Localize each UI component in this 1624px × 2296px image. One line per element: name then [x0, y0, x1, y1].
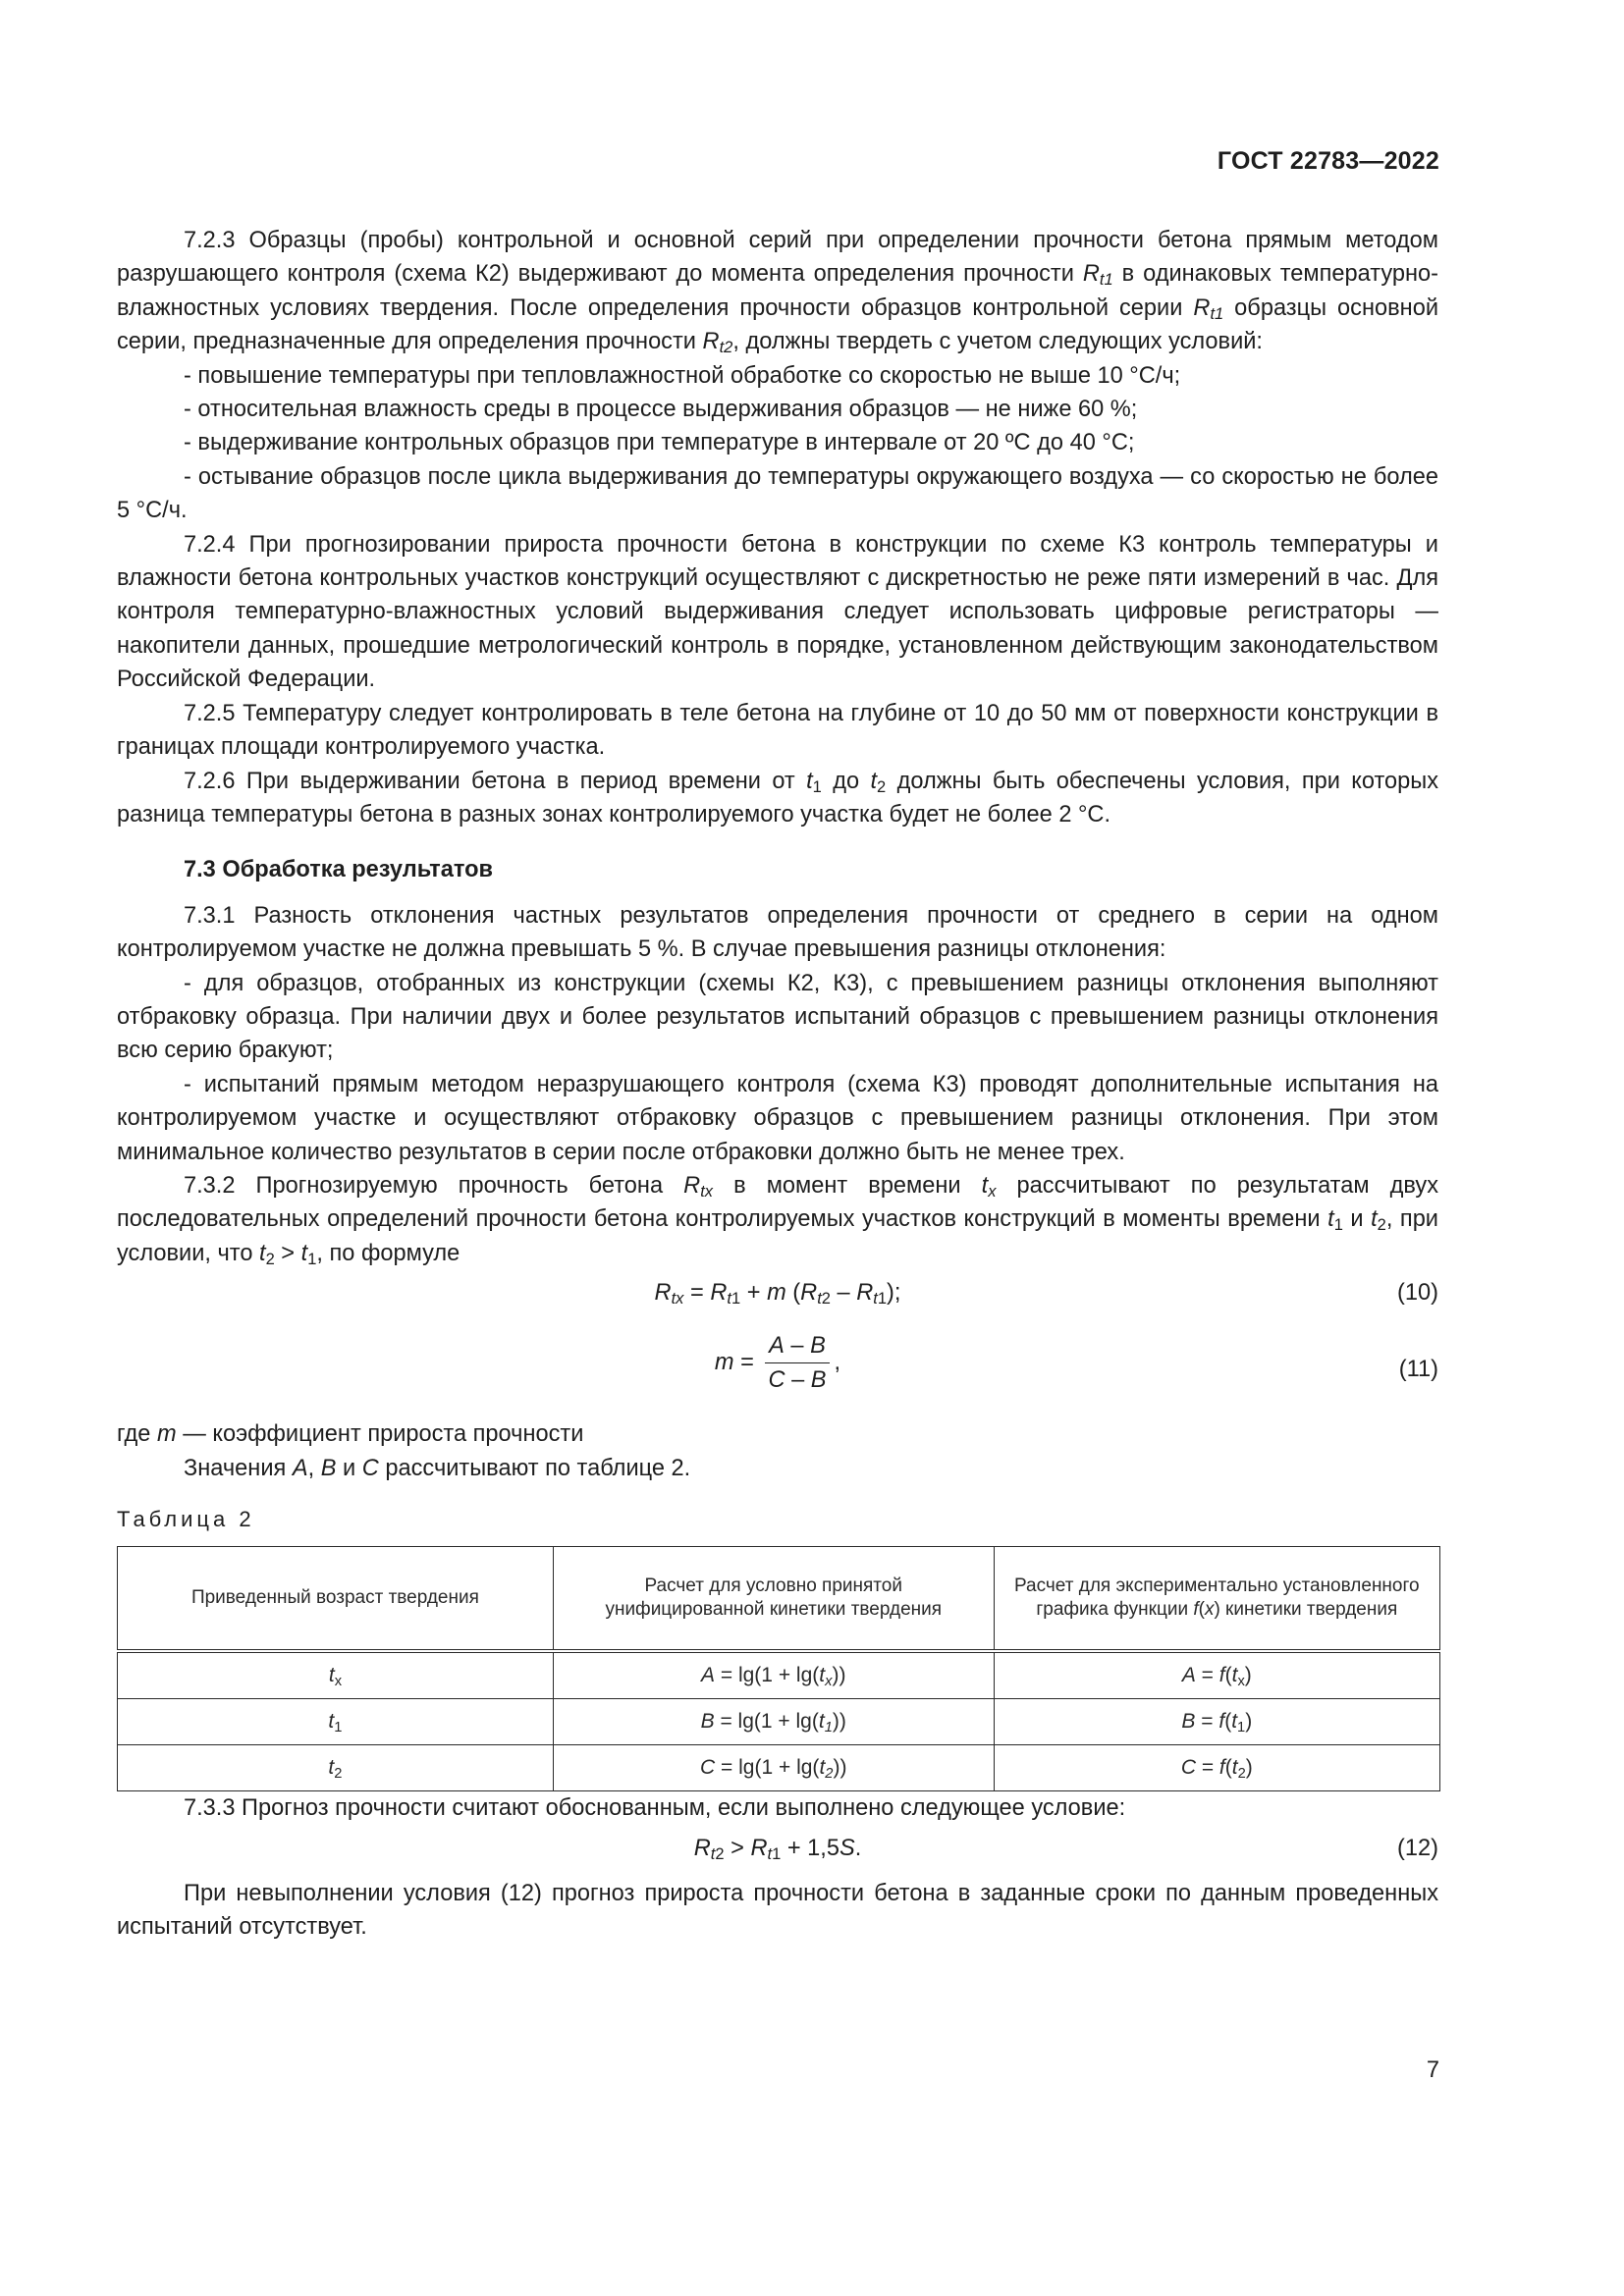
formula-number: (10) — [1397, 1280, 1438, 1307]
table-row — [118, 1745, 1440, 1791]
paragraph-final: При невыполнении условия (12) прогноз прироста прочности бетона в заданные сроки по данным проведенных испытаний отсутствует. — [117, 1880, 1438, 1941]
paragraph-7-3-3: 7.3.3 Прогноз прочности считают обоснованным, если выполнено следующее условие: — [184, 1795, 1126, 1822]
formula-11 — [117, 1329, 1438, 1412]
formula-12 — [117, 1832, 1438, 1871]
formula-10-expression: $R_{tx} = R_{t1} + m$ $(R_{t2} - R_{t1})$; — [654, 1280, 901, 1308]
list-item: - выдерживание контрольных образцов при температуре в интервале от 20 ºС до 40 °С; — [184, 430, 1135, 456]
formula-number: (11) — [1398, 1357, 1438, 1383]
list-item: - относительная влажность среды в процессе выдерживания образцов — не ниже 60 %; — [184, 397, 1138, 423]
paragraph-7-2-3: 7.2.3 Образцы (пробы) контрольной и основной серий при определении прочности бетона прямым методом разрушающего контроля (схема К2) выдерживают до момента определения прочности $R_{t1}$ в одинаковых температурно-влажностных условиях твердения. После определения прочности образцов контрольной серии $R_{t1}$ образцы основной серии, предназначенные для определения прочности $R_{t2}$, должны твердеть с учетом следующих условий: — [117, 228, 1438, 357]
table-2 — [117, 1546, 1440, 1791]
table-header-cell: Расчет для экспериментально установленного графика функции f(x) кинетики твердения — [994, 1547, 1439, 1652]
table-cell: $B = \lg(1 + \lg(t_1))$ — [553, 1699, 994, 1745]
paragraph-7-2-4: 7.2.4 При прогнозировании прироста прочности бетона в конструкции по схеме К3 контроль температуры и влажности бетона контрольных участков конструкций осуществляют с дискретностью не реже пяти измерений в час. Для контроля температурно-влажностных условий выдерживания следует использовать цифровые регистраторы — накопители данных, прошедшие метрологический контроль в порядке, установленном действующим законодательством Российской Федерации. — [117, 531, 1438, 693]
page-number: 7 — [1426, 2057, 1439, 2083]
formula-11-expression: m = $\frac{A - B}{C - B}$ , — [117, 1329, 1438, 1397]
table-header-cell: Расчет для условно принятой унифицированной кинетики твердения — [553, 1547, 994, 1652]
list-item: - повышение температуры при тепловлажностной обработке со скоростью не выше 10 °С/ч; — [184, 362, 1181, 389]
section-heading-7-3: 7.3 Обработка результатов — [184, 857, 493, 883]
formula-number: (12) — [1397, 1835, 1438, 1861]
table-cell: $A = \lg(1 + \lg(t_x))$ — [553, 1651, 994, 1699]
table-cell: $C = \lg(1 + \lg(t_2))$ — [553, 1745, 994, 1791]
where-clause: где m — коэффициент прироста прочности — [117, 1421, 584, 1448]
page-content — [117, 224, 1438, 1945]
list-item: - остывание образцов после цикла выдерживания до температуры окружающего воздуха — со скоростью не более 5 °С/ч. — [117, 463, 1438, 524]
table-header-cell: Приведенный возраст твердения — [118, 1547, 554, 1652]
list-item: - для образцов, отобранных из конструкции (схемы К2, К3), с превышением разницы отклонения выполняют отбраковку образца. При наличии двух и более результатов испытаний образцов с превышением разницы отклонения всю серию бракуют; — [117, 970, 1438, 1064]
document-header: ГОСТ 22783—2022 — [1217, 147, 1439, 175]
table-cell: $t_x$ — [118, 1651, 554, 1699]
table-cell: $A = f(t_x)$ — [994, 1651, 1439, 1699]
table-cell: $C = f(t_2)$ — [994, 1745, 1439, 1791]
formula-10 — [117, 1276, 1438, 1315]
paragraph-7-2-6: 7.2.6 При выдерживании бетона в период времени от $t_1$ до $t_2$ должны быть обеспечены условия, при которых разница температуры бетона в разных зонах контролируемого участка будет не более 2 °С. — [117, 768, 1438, 828]
table-cell: $B = f(t_1)$ — [994, 1699, 1439, 1745]
table-cell: $t_1$ — [118, 1699, 554, 1745]
paragraph-7-3-2: 7.3.2 Прогнозируемую прочность бетона $R_{tx}$ в момент времени $t_x$ рассчитывают по результатам двух последовательных определений прочности бетона контролируемых участков конструкций в моменты времени $t_1$ и $t_2$, при условии, что $t_2 > t_1$, по формуле — [117, 1172, 1438, 1268]
table-row — [118, 1651, 1440, 1699]
list-item: - испытаний прямым методом неразрушающего контроля (схема К3) проводят дополнительные испытания на контролируемом участке и осуществляют отбраковку образцов с превышением разницы отклонения. При этом минимальное количество результатов в серии после отбраковки должно быть не менее трех. — [117, 1071, 1438, 1165]
table-row — [118, 1699, 1440, 1745]
paragraph-7-2-5: 7.2.5 Температуру следует контролировать в теле бетона на глубине от 10 до 50 мм от поверхности конструкции в границах площади контролируемого участка. — [117, 700, 1438, 761]
values-note: Значения A, B и C рассчитывают по таблице 2. — [184, 1455, 691, 1481]
paragraph-7-3-1: 7.3.1 Разность отклонения частных результатов определения прочности от среднего в серии на одном контролируемом участке не должна превышать 5 %. В случае превышения разницы отклонения: — [117, 902, 1438, 963]
formula-12-expression: $R_{t2} > R_{t1} + 1,5S$. — [693, 1835, 862, 1863]
table-cell: $t_2$ — [118, 1745, 554, 1791]
table-caption: Таблица 2 — [117, 1507, 255, 1531]
table-header-row — [118, 1547, 1440, 1652]
